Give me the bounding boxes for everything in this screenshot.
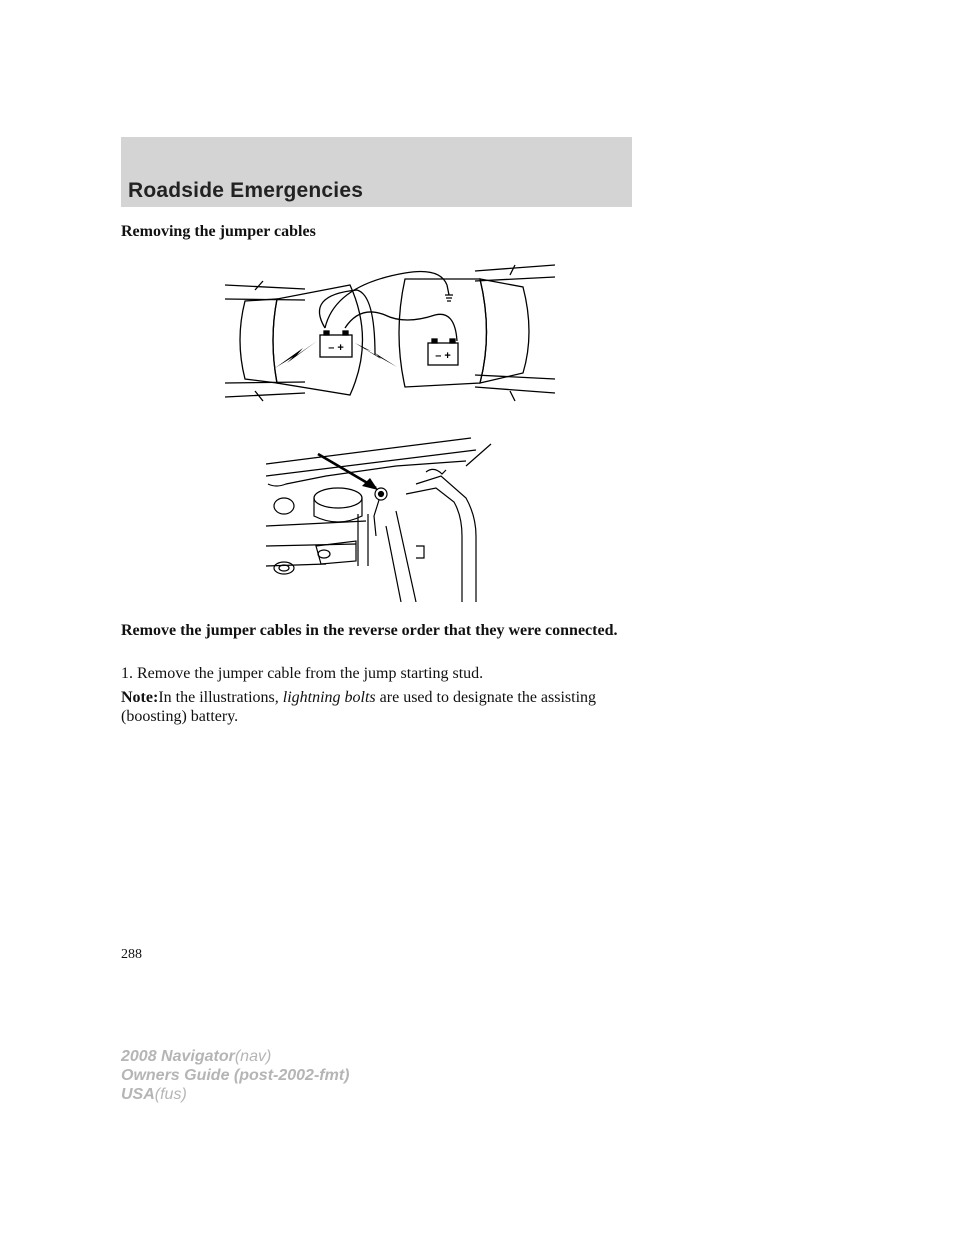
note-text-post: are used to designate the assisting (boosting) battery. [121,689,597,725]
footer-market-code: (fus) [154,1086,187,1103]
footer-line-2 [121,1066,349,1085]
note-label: Note: [121,689,159,706]
jump-starting-stud-illustration [266,436,496,602]
jump-start-cars-illustration [225,255,555,425]
page-number: 288 [121,947,142,962]
footer-line-1 [121,1047,349,1066]
document-footer [121,1047,349,1104]
footer-market: USA [121,1086,155,1103]
note-text-pre: In the illustrations, [158,689,279,706]
lightning-bolt-left [275,341,317,368]
footer-line-3 [121,1085,349,1104]
footer-model-code: (nav) [234,1048,272,1065]
footer-model: 2008 Navigator [121,1048,235,1065]
chapter-header [121,137,632,207]
note-emphasis: lightning bolts [282,689,376,706]
note-paragraph [121,688,621,726]
battery-label-left: – + [328,342,344,354]
section-heading: Removing the jumper cables [121,223,316,240]
instruction-text: Remove the jumper cables in the reverse order that they were connected. [121,622,618,639]
step-1-text: 1. Remove the jumper cable from the jump starting stud. [121,665,484,682]
battery-label-right: – + [435,350,451,362]
footer-guide: Owners Guide (post-2002-fmt) [121,1067,350,1084]
chapter-title: Roadside Emergencies [128,179,364,202]
